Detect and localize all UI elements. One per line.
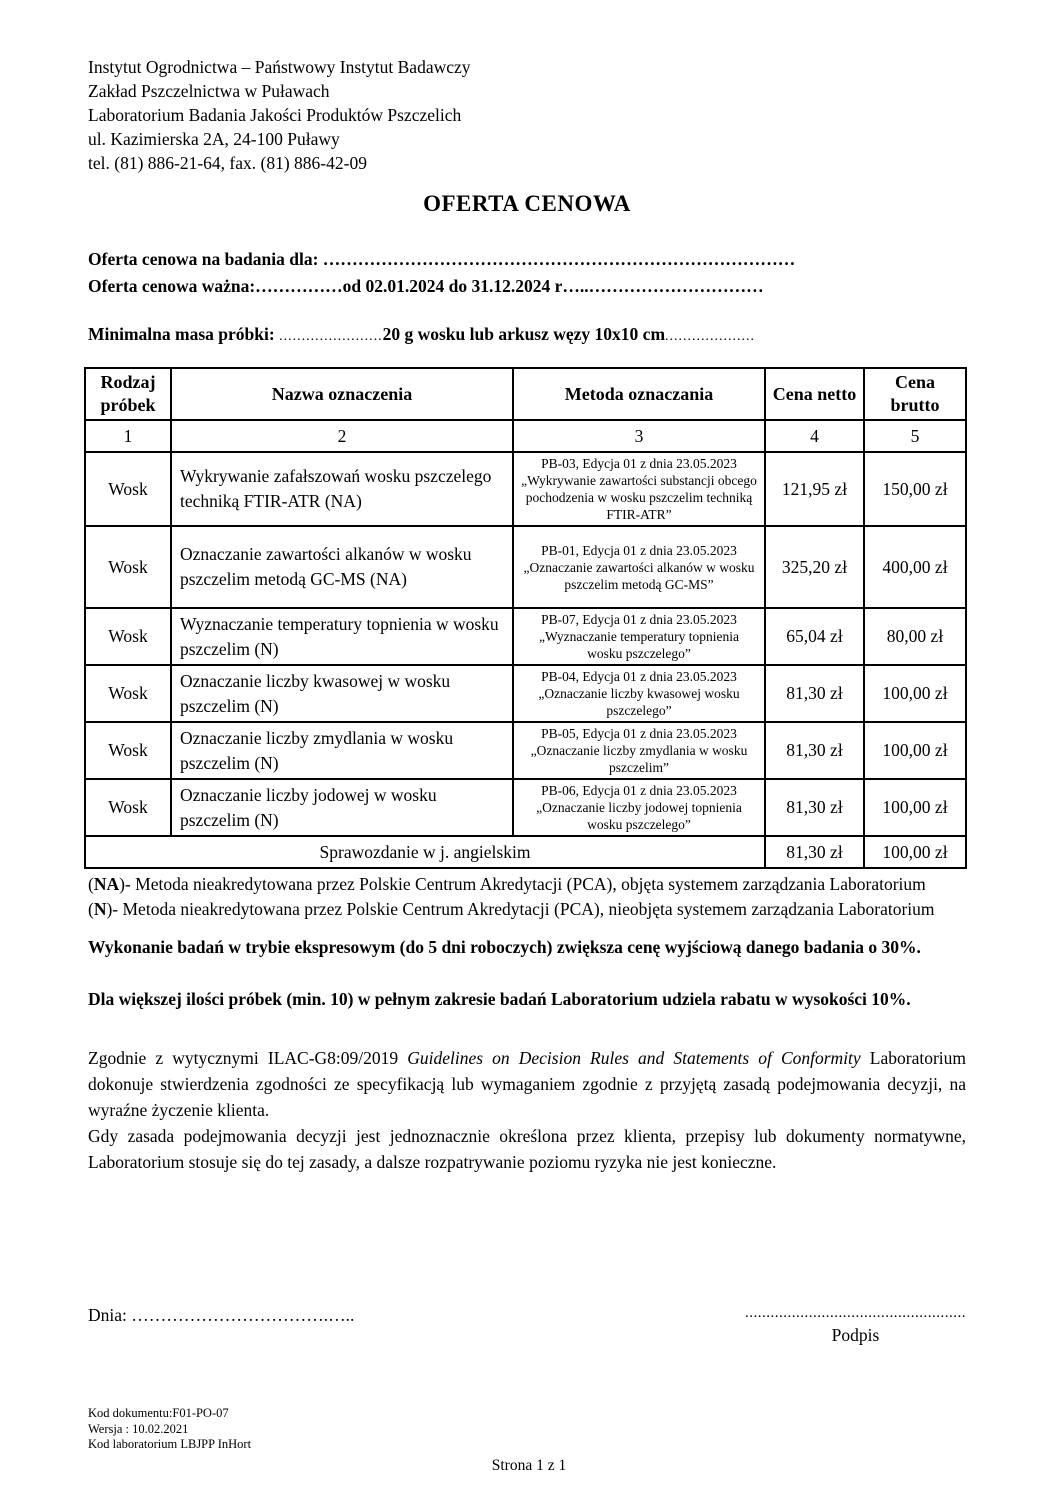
table-row xyxy=(85,526,966,608)
express-service-paragraph: Wykonanie badań w trybie ekspresowym (do 5 dni roboczych) zwiększa cenę wyjściową danego badania o 30%. xyxy=(88,937,921,957)
offer-for-line: Oferta cenowa na badania dla: ……………………………………………………………………… xyxy=(88,249,796,269)
analysis-name-cell: Wyznaczanie temperatury topnienia w wosku pszczelim (N) xyxy=(171,608,513,665)
col-number-2: 2 xyxy=(171,420,513,452)
sample-type-cell: Wosk xyxy=(85,608,171,665)
table-row xyxy=(85,722,966,779)
net-price-cell: 81,30 zł xyxy=(765,722,864,779)
gross-price-cell: 150,00 zł xyxy=(864,452,966,526)
table-row xyxy=(85,779,966,836)
decision-rule-paragraph-1 xyxy=(88,1045,966,1123)
decision-rule-paragraph-2: Gdy zasada podejmowania decyzji jest jednoznacznie określona przez klienta, przepisy lub dokumenty normatywne, Laboratorium stosuje się do tej zasady, a dalsze rozpatrywanie poziomu ryzyka nie jest konieczne. xyxy=(88,1126,966,1172)
net-price-cell: 325,20 zł xyxy=(765,526,864,608)
footer-version: Wersja : 10.02.2021 xyxy=(88,1421,189,1436)
col-header-method: Metoda oznaczania xyxy=(513,368,765,420)
signature-line-block xyxy=(745,1305,966,1346)
sample-type-cell: Wosk xyxy=(85,526,171,608)
footer-document-code: Kod dokumentu:F01-PO-07 xyxy=(88,1406,229,1420)
summary-row xyxy=(85,836,966,868)
min-mass-dots-right: .................... xyxy=(665,329,756,344)
gross-price-cell: 80,00 zł xyxy=(864,608,966,665)
discount-paragraph: Dla większej ilości próbek (min. 10) w pełnym zakresie badań Laboratorium udziela rabatu w wysokości 10%. xyxy=(88,989,911,1009)
col-header-gross-price: Cena brutto xyxy=(864,368,966,420)
col-number-4: 4 xyxy=(765,420,864,452)
analysis-name-cell: Oznaczanie liczby jodowej w wosku pszczelim (N) xyxy=(171,779,513,836)
sample-type-cell: Wosk xyxy=(85,452,171,526)
sample-type-cell: Wosk xyxy=(85,722,171,779)
footnote-n-abbr: N xyxy=(93,898,107,919)
table-header-row xyxy=(85,368,966,420)
signature-section xyxy=(88,1305,966,1346)
col-number-3: 3 xyxy=(513,420,765,452)
footnote-na-paren: ( xyxy=(88,874,94,894)
analysis-name-cell: Oznaczanie liczby kwasowej w wosku pszczelim (N) xyxy=(171,665,513,722)
summary-net-price-cell: 81,30 zł xyxy=(765,836,864,868)
net-price-cell: 121,95 zł xyxy=(765,452,864,526)
gross-price-cell: 400,00 zł xyxy=(864,526,966,608)
min-mass-label: Minimalna masa próbki: xyxy=(88,324,280,344)
net-price-cell: 81,30 zł xyxy=(765,665,864,722)
sample-type-cell: Wosk xyxy=(85,665,171,722)
min-mass-value: 20 g wosku lub arkusz węzy 10x10 cm xyxy=(382,324,666,344)
method-cell: PB-05, Edycja 01 z dnia 23.05.2023 „Oznaczanie liczby zmydlania w wosku pszczelim” xyxy=(513,722,765,779)
letterhead-line-institute: Instytut Ogrodnictwa – Państwowy Instytut Badawczy xyxy=(88,57,471,77)
analysis-name-cell: Oznaczanie liczby zmydlania w wosku pszczelim (N) xyxy=(171,722,513,779)
net-price-cell: 65,04 zł xyxy=(765,608,864,665)
col-number-1: 1 xyxy=(85,420,171,452)
footer-lab-code: Kod laboratorium LBJPP InHort xyxy=(88,1437,252,1451)
net-price-cell: 81,30 zł xyxy=(765,779,864,836)
footnote-na-text: )- Metoda nieakredytowana przez Polskie Centrum Akredytacji (PCA), objęta systemem zarządzania Laboratorium xyxy=(119,874,926,894)
page-number: Strona 1 z 1 xyxy=(491,1457,567,1474)
footnote-na xyxy=(88,872,966,897)
col-number-5: 5 xyxy=(864,420,966,452)
document-content xyxy=(88,55,966,1175)
method-cell: PB-03, Edycja 01 z dnia 23.05.2023 „Wykrywanie zawartości substancji obcego pochodzenia w wosku pszczelim techniką FTIR-ATR” xyxy=(513,452,765,526)
offer-block xyxy=(88,246,966,300)
col-header-net-price: Cena netto xyxy=(765,368,864,420)
price-table xyxy=(84,367,967,869)
footnotes xyxy=(88,872,966,921)
footnote-n xyxy=(88,897,966,922)
gross-price-cell: 100,00 zł xyxy=(864,722,966,779)
footnote-n-paren: ( xyxy=(88,898,94,919)
method-cell: PB-01, Edycja 01 z dnia 23.05.2023 „Oznaczanie zawartości alkanów w wosku pszczelim metodą GC-MS” xyxy=(513,526,765,608)
date-line: Dnia: …………………………….….. xyxy=(88,1305,355,1325)
sample-type-cell: Wosk xyxy=(85,779,171,836)
decision-rule-block xyxy=(88,1045,966,1175)
analysis-name-cell: Oznaczanie zawartości alkanów w wosku pszczelim metodą GC-MS (NA) xyxy=(171,526,513,608)
page-title: OFERTA CENOWA xyxy=(423,191,631,216)
column-number-row xyxy=(85,420,966,452)
letterhead-line-phone: tel. (81) 886-21-64, fax. (81) 886-42-09 xyxy=(88,153,367,173)
method-cell: PB-06, Edycja 01 z dnia 23.05.2023 „Oznaczanie liczby jodowej topnienia wosku pszczelego” xyxy=(513,779,765,836)
letterhead xyxy=(88,55,966,175)
table-row xyxy=(85,608,966,665)
decision-rule-intro: Zgodnie z wytycznymi ILAC-G8:09/2019 xyxy=(88,1048,408,1068)
summary-label-cell: Sprawozdanie w j. angielskim xyxy=(85,836,765,868)
table-row xyxy=(85,452,966,526)
document-footer xyxy=(88,1406,251,1453)
offer-validity-line: Oferta cenowa ważna:……………od 02.01.2024 do 31.12.2024 r…..………………………… xyxy=(88,276,764,296)
signature-dots: .................................................... xyxy=(745,1305,966,1321)
method-cell: PB-07, Edycja 01 z dnia 23.05.2023 „Wyznaczanie temperatury topnienia wosku pszczelego” xyxy=(513,608,765,665)
footnote-n-text: )- Metoda nieakredytowana przez Polskie Centrum Akredytacji (PCA), nieobjęta systemem zarządzania Laboratorium xyxy=(106,898,935,919)
decision-rule-body: Laboratorium dokonuje stwierdzenia zgodności ze specyfikacją lub wymaganiem zgodnie z przyjętą zasadą podejmowania decyzji, na wyraźne życzenie klienta. xyxy=(88,1048,966,1120)
signature-label: Podpis xyxy=(831,1325,880,1345)
minimum-sample-mass-line xyxy=(88,324,966,345)
method-cell: PB-04, Edycja 01 z dnia 23.05.2023 „Oznaczanie liczby kwasowej wosku pszczelego” xyxy=(513,665,765,722)
summary-gross-price-cell: 100,00 zł xyxy=(864,836,966,868)
letterhead-line-laboratory: Laboratorium Badania Jakości Produktów Pszczelich xyxy=(88,105,462,125)
gross-price-cell: 100,00 zł xyxy=(864,665,966,722)
col-header-name: Nazwa oznaczenia xyxy=(171,368,513,420)
gross-price-cell: 100,00 zł xyxy=(864,779,966,836)
letterhead-line-address: ul. Kazimierska 2A, 24-100 Puławy xyxy=(88,129,340,149)
letterhead-line-department: Zakład Pszczelnictwa w Puławach xyxy=(88,81,330,101)
table-row xyxy=(85,665,966,722)
analysis-name-cell: Wykrywanie zafałszowań wosku pszczelego techniką FTIR-ATR (NA) xyxy=(171,452,513,526)
decision-rule-guideline-title: Guidelines on Decision Rules and Statements of Conformity xyxy=(407,1048,861,1068)
footnote-na-abbr: NA xyxy=(93,874,120,894)
min-mass-dots-left: ....................... xyxy=(279,329,383,344)
col-header-sample-type: Rodzaj próbek xyxy=(85,368,171,420)
